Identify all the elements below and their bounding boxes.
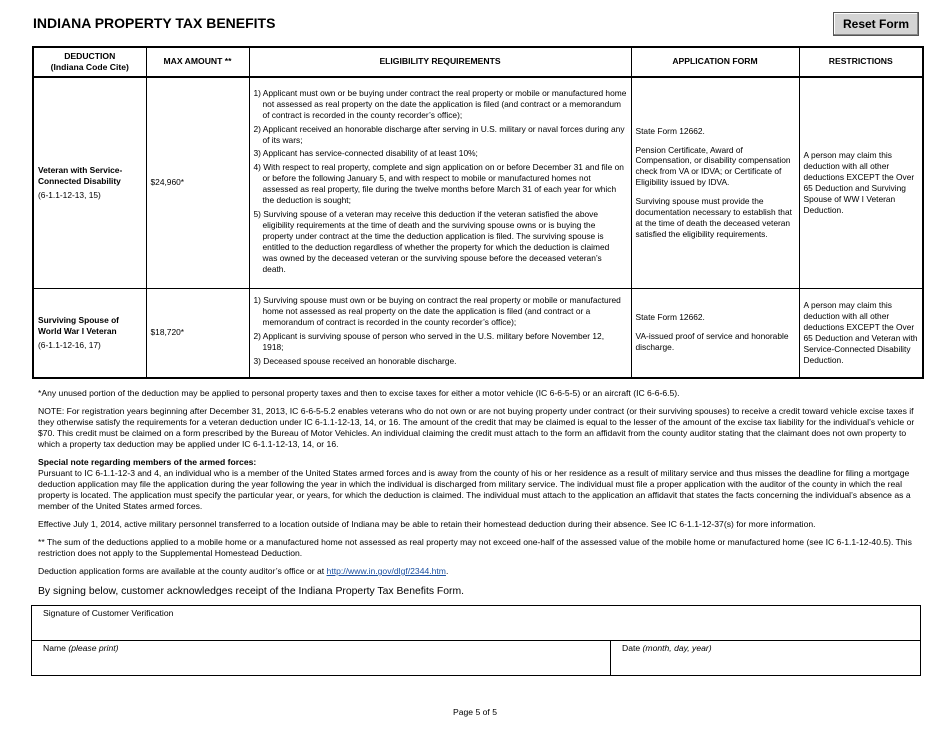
table-row bbox=[33, 288, 923, 378]
deduction-name: Surviving Spouse of World War I Veteran bbox=[38, 314, 119, 336]
sum-restriction-note: ** The sum of the deductions applied to a mobile home or a manufactured home not assessed as real property may not exceed one-half of the assessed value of the mobile home or manufactured home (see IC 6-1.1-12-40.5). This restriction does not apply to the Supplemental Homestead Deduction. bbox=[38, 537, 912, 558]
page-number: Page 5 of 5 bbox=[453, 707, 497, 717]
requirement-item: 2) Applicant received an honorable discharge after serving in U.S. military or naval forces during any of its wars; bbox=[253, 123, 625, 145]
max-amount-cell: $18,720* bbox=[146, 288, 249, 378]
acknowledgement-text: By signing below, customer acknowledges receipt of the Indiana Property Tax Benefits Form. bbox=[38, 586, 465, 597]
signature-box bbox=[31, 605, 921, 676]
deduction-cite: (6-1.1-12-13, 15) bbox=[38, 189, 101, 200]
special-note-body: Pursuant to IC 6-1.1-12-3 and 4, an individual who is a member of the United States armed forces and is away from the county of his or her residence as a result of military service and thus misses the deadline for filing a mortgage deduction application may file the application during the year following the year in which the individual is discharged from military service. The individual must file a proper application with the auditor of the county in which the real property is located. The application must specify the particular year, or years, for which the deduction is claimed. The individual must attach to the application an affidavit that states the facts concerning the individual’s absence as a member of the United States armed forces. bbox=[38, 468, 911, 511]
restrictions-cell: A person may claim this deduction with all other deductions EXCEPT the Over 65 Deduction and Surviving Spouse of WW I Veteran Deduction. bbox=[799, 77, 923, 288]
requirement-item: 1) Applicant must own or be buying under contract the real property or mobile or manufactured home not assessed as real property on the date the application is filed (and contract or a memorandum of contract is recorded in the county recorder’s office); bbox=[253, 87, 627, 120]
notes-section bbox=[38, 388, 926, 584]
application-cell bbox=[631, 77, 799, 288]
requirement-item: 2) Applicant is surviving spouse of person who served in the U.S. military before November 12, 1918; bbox=[253, 331, 605, 353]
col-header-eligibility: ELIGIBILITY REQUIREMENTS bbox=[249, 47, 631, 77]
deduction-cell bbox=[33, 288, 146, 378]
application-item: State Form 12662. bbox=[635, 125, 705, 136]
col-header-deduction-sub: (Indiana Code Cite) bbox=[50, 62, 129, 72]
date-hint: (month, day, year) bbox=[642, 643, 712, 653]
name-field[interactable] bbox=[32, 641, 611, 675]
effective-note: Effective July 1, 2014, active military personnel transferred to a location outside of Indiana may be able to retain their homestead deduction during their absence. See IC 6-1.1-12-37(s) for more information. bbox=[38, 519, 816, 529]
requirement-item: 4) With respect to real property, complete and sign application on or before December 31 and file on or before the following January 5, and with respect to mobile or manufactured homes not assessed as real property, file during the twelve months before March 31 of each year for which the deduction is sought; bbox=[253, 162, 624, 206]
max-amount-cell: $24,960* bbox=[146, 77, 249, 288]
name-label-wrap bbox=[43, 643, 118, 653]
deduction-name: Veteran with Service-Connected Disability bbox=[38, 164, 123, 186]
requirements-list bbox=[254, 88, 627, 275]
special-note-heading: Special note regarding members of the armed forces: bbox=[38, 457, 257, 467]
col-header-max-amount: MAX AMOUNT ** bbox=[146, 47, 249, 77]
unused-portion-note: *Any unused portion of the deduction may be applied to personal property taxes and then to excise taxes for either a motor vehicle (IC 6-6-5-5) or an aircraft (IC 6-6-6.5). bbox=[38, 388, 680, 398]
application-cell bbox=[631, 288, 799, 378]
col-header-deduction-label: DEDUCTION bbox=[64, 50, 116, 61]
requirement-item: 3) Deceased spouse received an honorable discharge. bbox=[253, 356, 457, 367]
eligibility-cell bbox=[249, 288, 631, 378]
forms-availability-text: Deduction application forms are available at the county auditor’s office or at bbox=[38, 566, 327, 576]
vehicle-credit-note: NOTE: For registration years beginning after December 31, 2013, IC 6-6-5-5.2 enables veterans who do not own or are not buying property under contract (or their surviving spouses) to receive a credit toward vehicle excise taxes if they otherwise satisfy the requirements for a veteran deduction under IC 6-1.1-12-13, 14, or 16. The amount of the credit that may be claimed is equal to the lesser of the amount of the excise tax liability for the individual’s vehicle or $70. This credit must be claimed on a form prescribed by the Bureau of Motor Vehicles. An individual claiming the credit must attach to the form an affidavit from the county auditor stating that the claimant does not own property to which a property tax deduction may be applied under IC 6-1.1-12-13, 14, or 16. bbox=[38, 406, 915, 449]
name-label: Name bbox=[43, 643, 66, 653]
name-hint: (please print) bbox=[68, 643, 119, 653]
col-header-restrictions: RESTRICTIONS bbox=[799, 47, 923, 77]
signature-field[interactable] bbox=[32, 606, 920, 641]
forms-availability-end: . bbox=[445, 566, 449, 576]
date-label: Date bbox=[622, 643, 641, 653]
requirements-list bbox=[254, 295, 627, 367]
page-title: INDIANA PROPERTY TAX BENEFITS bbox=[33, 15, 276, 31]
dlgf-link[interactable]: http://www.in.gov/dlgf/2344.htm bbox=[326, 566, 446, 576]
application-item: State Form 12662. bbox=[635, 312, 705, 323]
eligibility-cell bbox=[249, 77, 631, 288]
application-item: Pension Certificate, Award of Compensation, or disability compensation check from VA or IDVA; or Certificate of Eligibility issued by IDVA. bbox=[635, 144, 791, 188]
reset-form-button[interactable]: Reset Form bbox=[833, 12, 919, 36]
deduction-cite: (6-1.1-12-16, 17) bbox=[38, 339, 101, 350]
deduction-cell bbox=[33, 77, 146, 288]
deductions-table bbox=[32, 46, 924, 379]
signature-label: Signature of Customer Verification bbox=[43, 608, 174, 618]
date-label-wrap bbox=[622, 643, 712, 653]
col-header-deduction bbox=[33, 47, 146, 77]
application-item: VA-issued proof of service and honorable discharge. bbox=[635, 331, 789, 353]
col-header-application: APPLICATION FORM bbox=[631, 47, 799, 77]
table-row bbox=[33, 77, 923, 288]
forms-availability-note bbox=[38, 566, 926, 577]
date-field[interactable] bbox=[611, 641, 920, 675]
table-header-row bbox=[33, 47, 923, 77]
application-item: Surviving spouse must provide the documentation necessary to establish that at the time of death the deceased veteran satisfied the eligibility requirements. bbox=[635, 196, 792, 239]
requirement-item: 3) Applicant has service-connected disability of at least 10%; bbox=[253, 148, 478, 159]
requirement-item: 5) Surviving spouse of a veteran may receive this deduction if the veteran satisfied the above eligibility requirements at the time of death and the surviving spouse owns or is buying the property under contract at the time the deduction application is filed. The surviving spouse is entitled to the deduction regardless of whether the property for which the deduction is claimed was owned by the deceased veteran or the surviving spouse before the deceased veteran’s death. bbox=[253, 209, 610, 274]
requirement-item: 1) Surviving spouse must own or be buying on contract the real property or mobile or manufactured home not assessed as real property on the date the application is filed (and contract or a memorandum of contract is recorded in the county recorder’s office); bbox=[253, 295, 621, 328]
restrictions-cell: A person may claim this deduction with all other deductions EXCEPT the Over 65 Deduction and Veteran with Service-Connected Disability Deduction. bbox=[799, 288, 923, 378]
